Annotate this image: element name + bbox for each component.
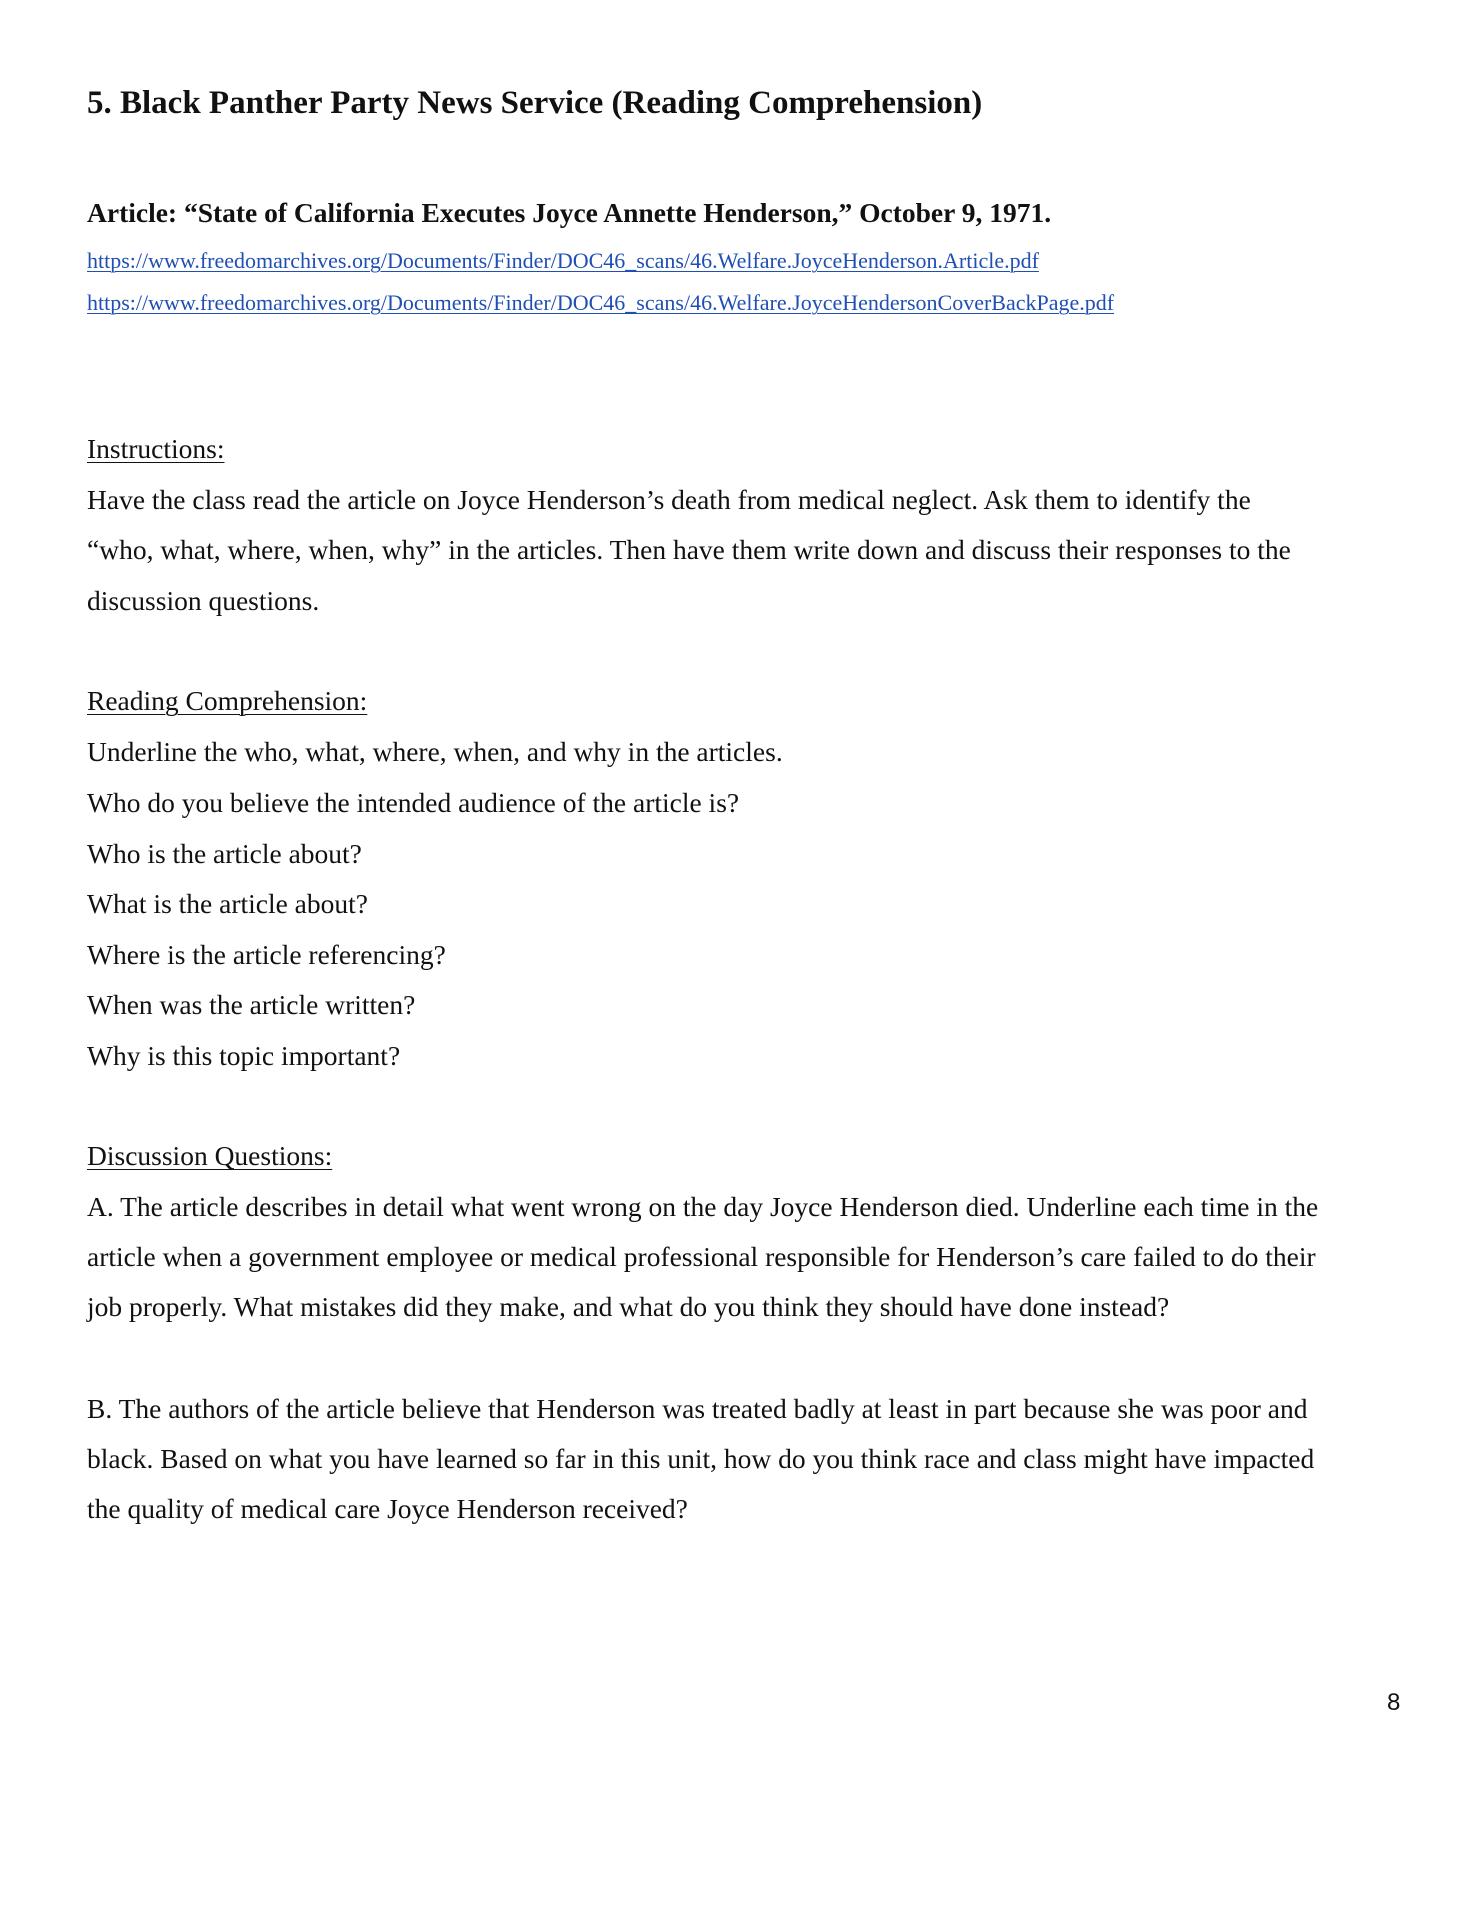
reading-comprehension-item: What is the article about? [87,888,368,919]
reading-comprehension-item: Why is this topic important? [87,1040,401,1071]
reading-comprehension-item: Underline the who, what, where, when, and why in the articles. [87,736,783,767]
reading-comprehension-item: Who do you believe the intended audience of the article is? [87,787,740,818]
reading-comprehension-label: Reading Comprehension: [87,685,368,716]
reading-comprehension-item: Who is the article about? [87,838,362,869]
discussion-question-a-line: article when a government employee or medical professional responsible for Henderson’s care failed to do their [87,1241,1316,1272]
discussion-question-b-line: black. Based on what you have learned so far in this unit, how do you think race and class might have impacted [87,1443,1315,1474]
article-title: Article: “State of California Executes Joyce Annette Henderson,” October 9, 1971. [87,197,1052,228]
discussion-question-a-line: A. The article describes in detail what went wrong on the day Joyce Henderson died. Underline each time in the [87,1191,1319,1222]
discussion-question-a-line: job properly. What mistakes did they make, and what do you think they should have done instead? [87,1291,1170,1322]
cover-back-page-link[interactable]: https://www.freedomarchives.org/Documents/Finder/DOC46_scans/46.Welfare.JoyceHendersonCoverBackPage.pdf [87,290,1115,315]
reading-comprehension-item: When was the article written? [87,989,416,1020]
article-link[interactable]: https://www.freedomarchives.org/Documents/Finder/DOC46_scans/46.Welfare.JoyceHenderson.Article.pdf [87,248,1039,273]
page-heading: 5. Black Panther Party News Service (Reading Comprehension) [87,85,983,121]
reading-comprehension-item: Where is the article referencing? [87,939,446,970]
instructions-line: discussion questions. [87,585,320,616]
discussion-questions-label: Discussion Questions: [87,1140,333,1171]
page-number: 8 [1387,1689,1401,1716]
instructions-line: Have the class read the article on Joyce Henderson’s death from medical neglect. Ask them to identify the [87,484,1251,515]
instructions-line: “who, what, where, when, why” in the articles. Then have them write down and discuss their responses to the [87,534,1291,565]
discussion-question-b-line: the quality of medical care Joyce Henderson received? [87,1493,688,1524]
instructions-label: Instructions: [87,433,225,464]
discussion-question-b-line: B. The authors of the article believe that Henderson was treated badly at least in part because she was poor and [87,1393,1308,1424]
